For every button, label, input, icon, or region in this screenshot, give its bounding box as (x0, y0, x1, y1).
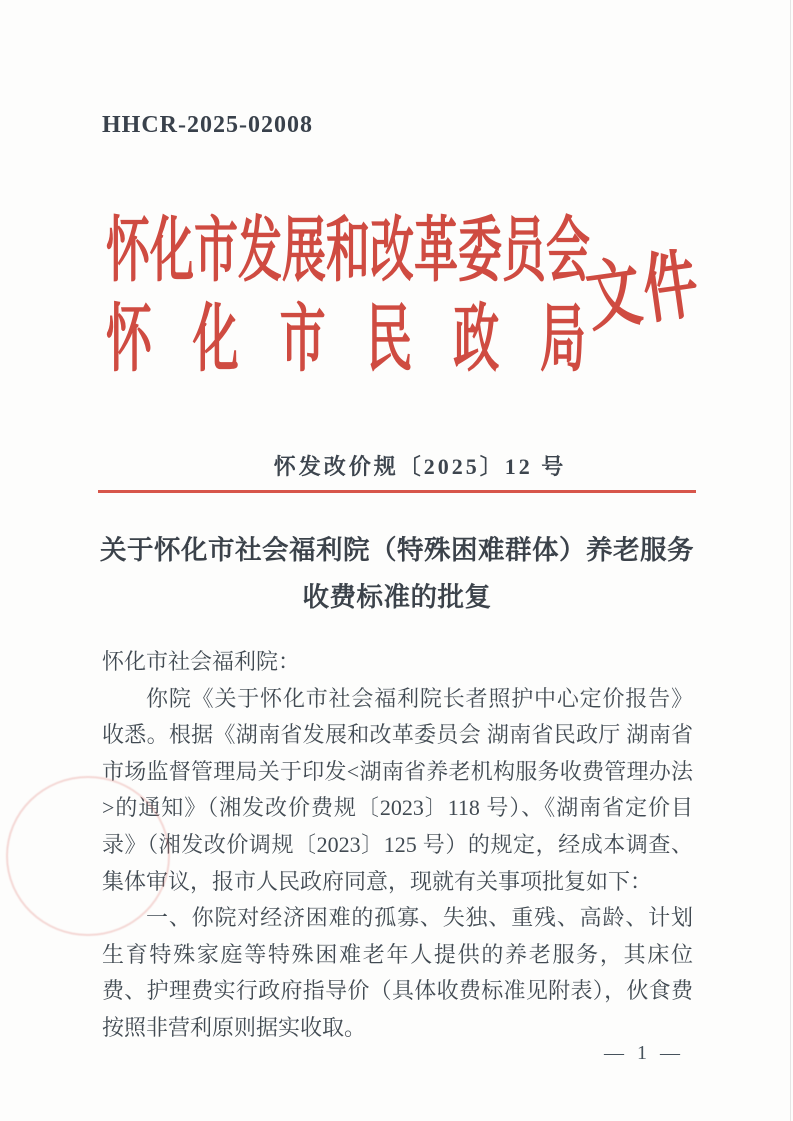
document-number: 怀发改价规〔2025〕12 号 (273, 454, 567, 479)
issuer-char: 市 (279, 298, 326, 380)
salutation: 怀化市社会福利院： (102, 649, 301, 674)
issuer-name-line1: 怀化市发展和改革委员会 (106, 211, 590, 291)
issuer-char: 局 (539, 298, 586, 380)
issuer-char: 化 (192, 298, 239, 380)
issuer-char: 怀 (106, 298, 152, 380)
red-separator-line (98, 490, 696, 493)
document-title-line1: 关于怀化市社会福利院（特殊困难群体）养老服务 (100, 535, 694, 565)
document-body (102, 644, 693, 1047)
body-paragraph-1: 你院《关于怀化市社会福利院长者照护中心定价报告》收悉。根据《湖南省发展和改革委员会 湖南省民政厅 湖南省市场监督管理局关于印发<湖南省养老机构服务收费管理办法>的通知》（湘发改价费规〔2023〕118 号）、《湖南省定价目录》（湘发改价调规〔2023〕125 号）的规定，经成本调查、集体审议，报市人民政府同意，现就有关事项批复如下： (102, 685, 693, 894)
issuer-char: 民 (366, 298, 413, 380)
stamp-bleedthrough-circle (6, 776, 170, 936)
issuer-name-line2 (106, 298, 586, 380)
page-number: — 1 — (604, 1042, 684, 1064)
body-paragraph-2: 一、你院对经济困难的孤寡、失独、重残、高龄、计划生育特殊家庭等特殊困难老年人提供的养老服务，其床位费、护理费实行政府指导价（具体收费标准见附表），伙食费按照非营利原则据实收取。 (102, 905, 693, 1040)
document-title (84, 527, 710, 621)
document-title-line2: 收费标准的批复 (302, 582, 492, 612)
issuer-char: 政 (453, 298, 500, 380)
document-suffix-wenjian: 文件 (581, 241, 706, 342)
document-id: HHCR-2025-02008 (102, 112, 313, 138)
